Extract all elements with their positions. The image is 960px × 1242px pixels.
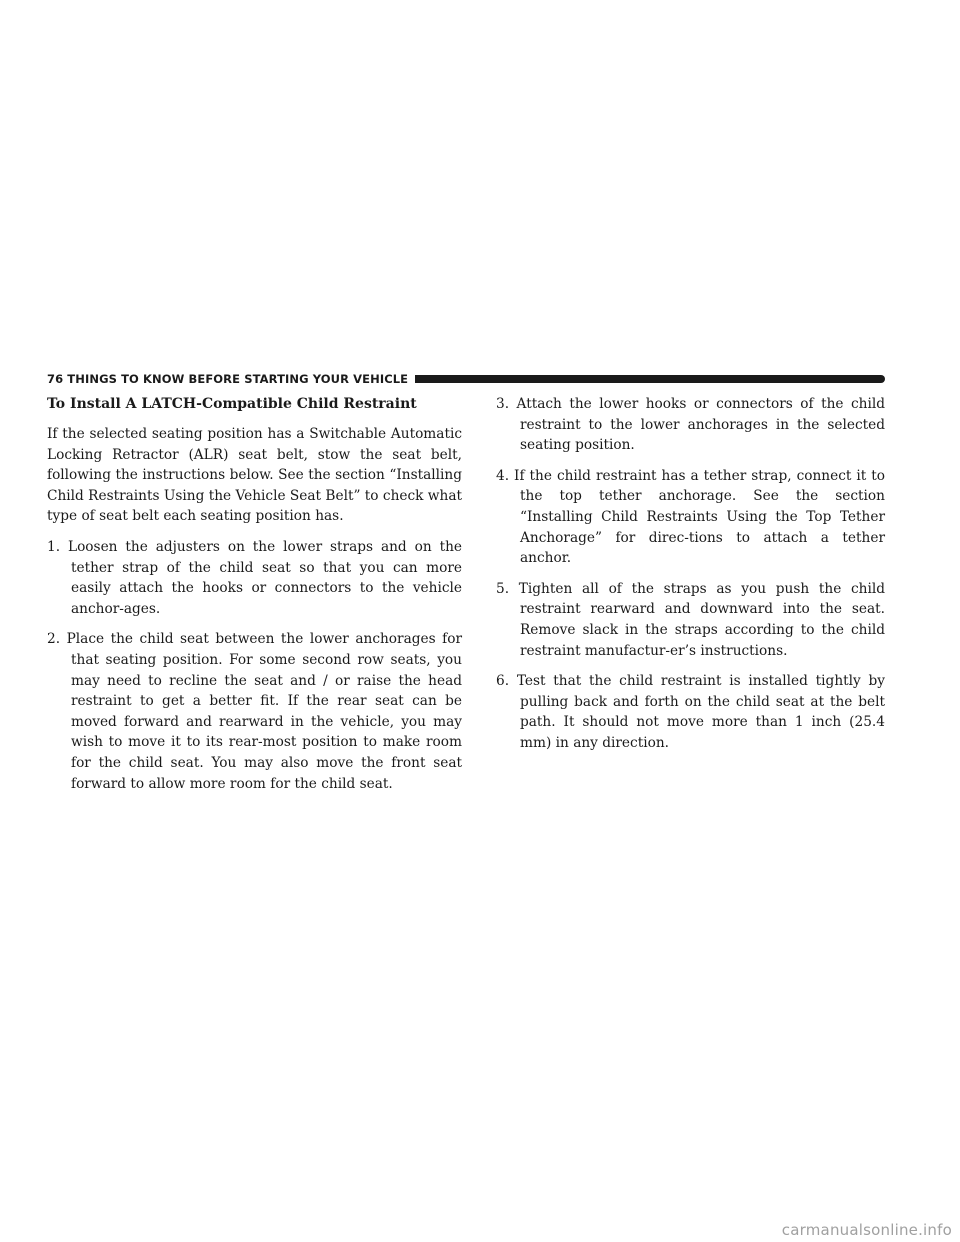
- step-item: 4. If the child restraint has a tether strap, connect it to the top tether anchorage. See the section “Installing Child Restraints Using the Top Tether Anchorage” for direc-tions to attach a tether anchor.: [496, 467, 885, 567]
- section-title: To Install A LATCH-Compatible Child Restraint: [47, 396, 417, 412]
- intro-paragraph: If the selected seating position has a Switchable Automatic Locking Retractor (ALR) seat belt, stow the seat belt, following the instructions below. See the section “Installing Child Restraints Using the Vehicle Seat Belt” to check what type of seat belt each seating position has.: [47, 426, 462, 525]
- footer-watermark[interactable]: carmanualsonline.info: [781, 1221, 952, 1239]
- step-item: 1. Loosen the adjusters on the lower straps and on the tether strap of the child seat so that you can more easily attach the hooks or connectors to the vehicle anchor-ages.: [47, 538, 462, 617]
- step-item: 3. Attach the lower hooks or connectors of the child restraint to the lower anchorages in the selected seating position.: [496, 396, 885, 454]
- step-item: 6. Test that the child restraint is installed tightly by pulling back and forth on the child seat at the belt path. It should not move more than 1 inch (25.4 mm) in any direction.: [496, 673, 885, 751]
- left-column: [47, 394, 462, 804]
- page-header-text: 76 THINGS TO KNOW BEFORE STARTING YOUR VEHICLE: [47, 372, 409, 386]
- steps-list-right: [496, 394, 885, 754]
- steps-list-left: [47, 537, 462, 794]
- header-rule: [415, 375, 885, 383]
- step-item: 2. Place the child seat between the lower anchorages for that seating position. For some second row seats, you may need to recline the seat and / or raise the head restraint to get a better fit. If the rear seat can be moved forward and rearward in the vehicle, you may wish to move it to its rear-most position to make room for the child seat. You may also move the front seat forward to allow more room for the child seat.: [47, 631, 462, 792]
- step-item: 5. Tighten all of the straps as you push the child restraint rearward and downward into the seat. Remove slack in the straps according to the child restraint manufactur-er’s instructions.: [496, 580, 885, 659]
- page-header: [47, 370, 885, 388]
- right-column: [496, 394, 885, 764]
